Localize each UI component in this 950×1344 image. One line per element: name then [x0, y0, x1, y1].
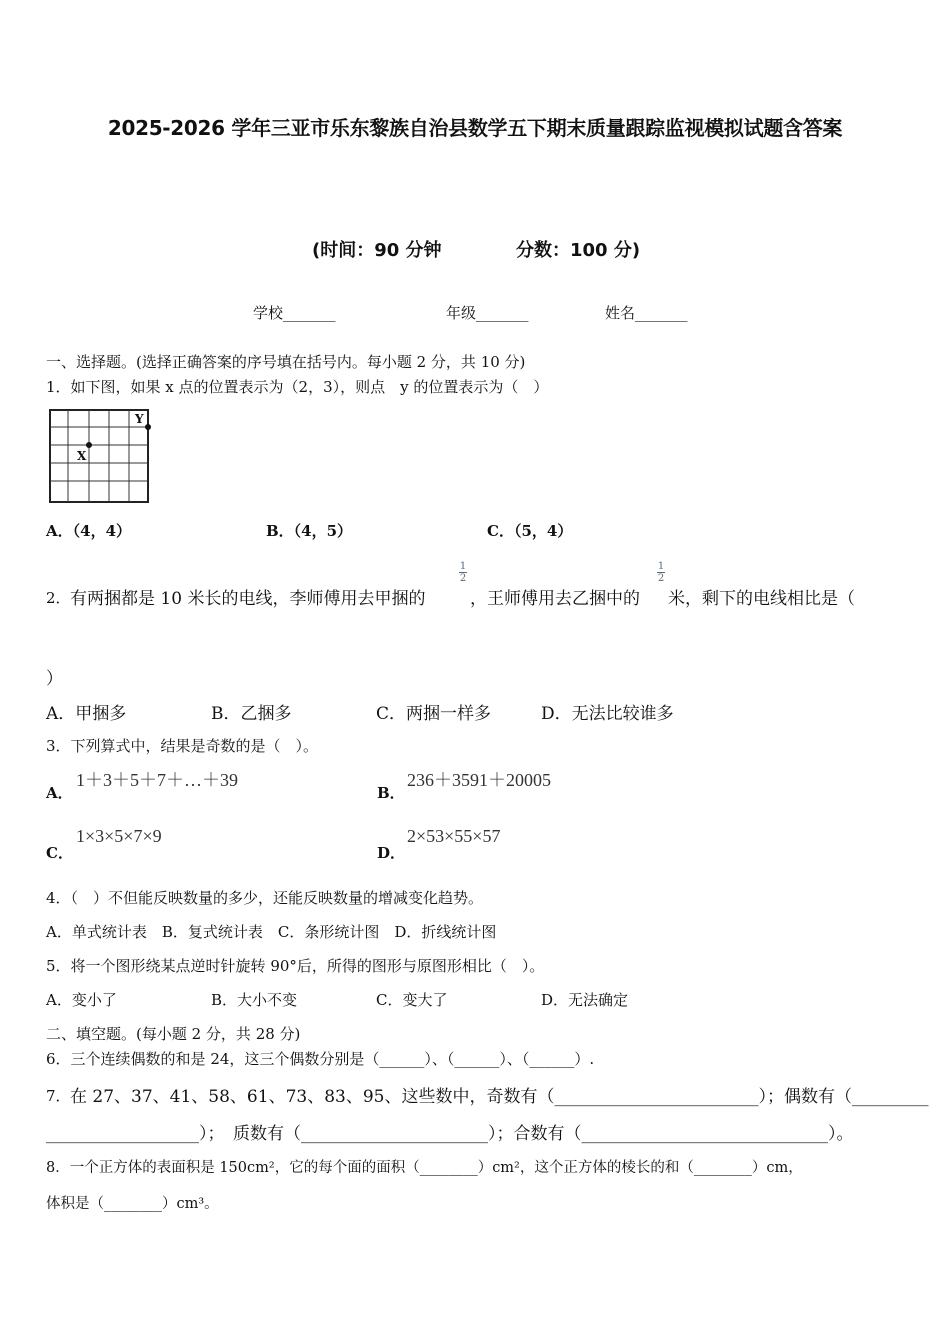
q2-fraction-2 [657, 561, 665, 584]
q3-option-a-expr: 1＋3＋5＋7＋…＋39 [76, 770, 238, 790]
q8-line2: 体积是（________）cm³。 [46, 1196, 219, 1212]
q4-text: 4．（ ）不但能反映数量的多少，还能反映数量的增减变化趋势。 [46, 889, 484, 907]
q5-option-b[interactable]: B．大小不变 [211, 991, 298, 1009]
q2-number: 2． [46, 589, 71, 607]
q2-text-a: 有两捆都是 10 米长的电线，李师傅用去甲捆的 [70, 589, 426, 609]
q1-text: 1．如下图，如果 x 点的位置表示为（2，3），则点 y 的位置表示为（ ） [46, 378, 549, 396]
q3-option-c-label[interactable]: C． [46, 844, 73, 862]
q2-option-c[interactable]: C．两捆一样多 [376, 704, 492, 724]
q7-line1: 在 27、37、41、58、61、73、83、95、这些数中，奇数有（________________________）；偶数有（_________ [70, 1087, 929, 1107]
name-field[interactable]: 姓名_______ [605, 304, 688, 322]
point-x [86, 442, 92, 448]
q5-text: 5．将一个图形绕某点逆时针旋转 90°后，所得的图形与原图形相比（ ）。 [46, 957, 545, 975]
q3-option-b-expr: 236＋3591＋20005 [407, 770, 551, 790]
q2-option-b[interactable]: B．乙捆多 [211, 704, 292, 724]
q3-option-c-expr: 1×3×5×7×9 [76, 826, 162, 846]
label-x: X [77, 449, 87, 463]
q3-option-a-label[interactable]: A． [46, 784, 73, 802]
fraction-numerator: 1 [459, 561, 467, 572]
q3-option-b-label[interactable]: B． [377, 784, 405, 802]
q2-option-d[interactable]: D．无法比较谁多 [541, 704, 674, 724]
fraction-numerator: 1 [657, 561, 665, 572]
q2-text-c: 米，剩下的电线相比是（ [668, 589, 855, 609]
q5-option-d[interactable]: D．无法确定 [541, 991, 629, 1009]
section1-heading: 一、选择题。(选择正确答案的序号填在括号内。每小题 2 分，共 10 分) [46, 353, 526, 371]
q1-option-b[interactable]: B．（4，5） [266, 522, 353, 540]
q2-option-a[interactable]: A．甲捆多 [46, 704, 127, 724]
q1-option-a[interactable]: A．（4，4） [46, 522, 132, 540]
grid-border [50, 410, 148, 502]
q3-option-d-expr: 2×53×55×57 [407, 826, 501, 846]
q2-fraction-1 [459, 561, 467, 584]
q2-text-b: ，王师傅用去乙捆中的 [470, 589, 640, 609]
exam-time: (时间：90 分钟 [312, 240, 442, 261]
q3-option-d-label[interactable]: D． [377, 844, 406, 862]
q1-option-c[interactable]: C．（5，4） [487, 522, 573, 540]
q4-options[interactable]: A．单式统计表 B．复式统计表 C．条形统计图 D．折线统计图 [46, 923, 497, 941]
q8-line1: 8．一个正方体的表面积是 150cm²，它的每个面的面积（________）cm²，这个正方体的棱长的和（________）cm， [46, 1160, 803, 1176]
exam-score: 分数：100 分) [516, 240, 641, 261]
q3-text: 3．下列算式中，结果是奇数的是（ ）。 [46, 737, 319, 755]
q5-option-a[interactable]: A．变小了 [46, 991, 117, 1009]
q2-text-end: ） [46, 669, 63, 689]
q7-number: 7． [46, 1087, 71, 1105]
q6-text: 6．三个连续偶数的和是 24，这三个偶数分别是（______）、（______）、（______）. [46, 1050, 595, 1068]
page-title: 2025-2026 学年三亚市乐东黎族自治县数学五下期末质量跟踪监视模拟试题含答案 [107, 116, 843, 140]
label-y: Y [135, 412, 144, 426]
grid-lines [50, 410, 148, 502]
grade-field[interactable]: 年级_______ [446, 304, 529, 322]
section2-heading: 二、填空题。(每小题 2 分，共 28 分) [46, 1025, 301, 1043]
school-field[interactable]: 学校_______ [253, 304, 336, 322]
fraction-denominator: 2 [459, 573, 467, 584]
q7-line2: __________________）； 质数有（______________________）；合数有（_____________________________）。 [46, 1124, 854, 1144]
q1-grid [48, 408, 154, 504]
q5-option-c[interactable]: C．变大了 [376, 991, 448, 1009]
point-y [145, 424, 151, 430]
fraction-denominator: 2 [657, 573, 665, 584]
